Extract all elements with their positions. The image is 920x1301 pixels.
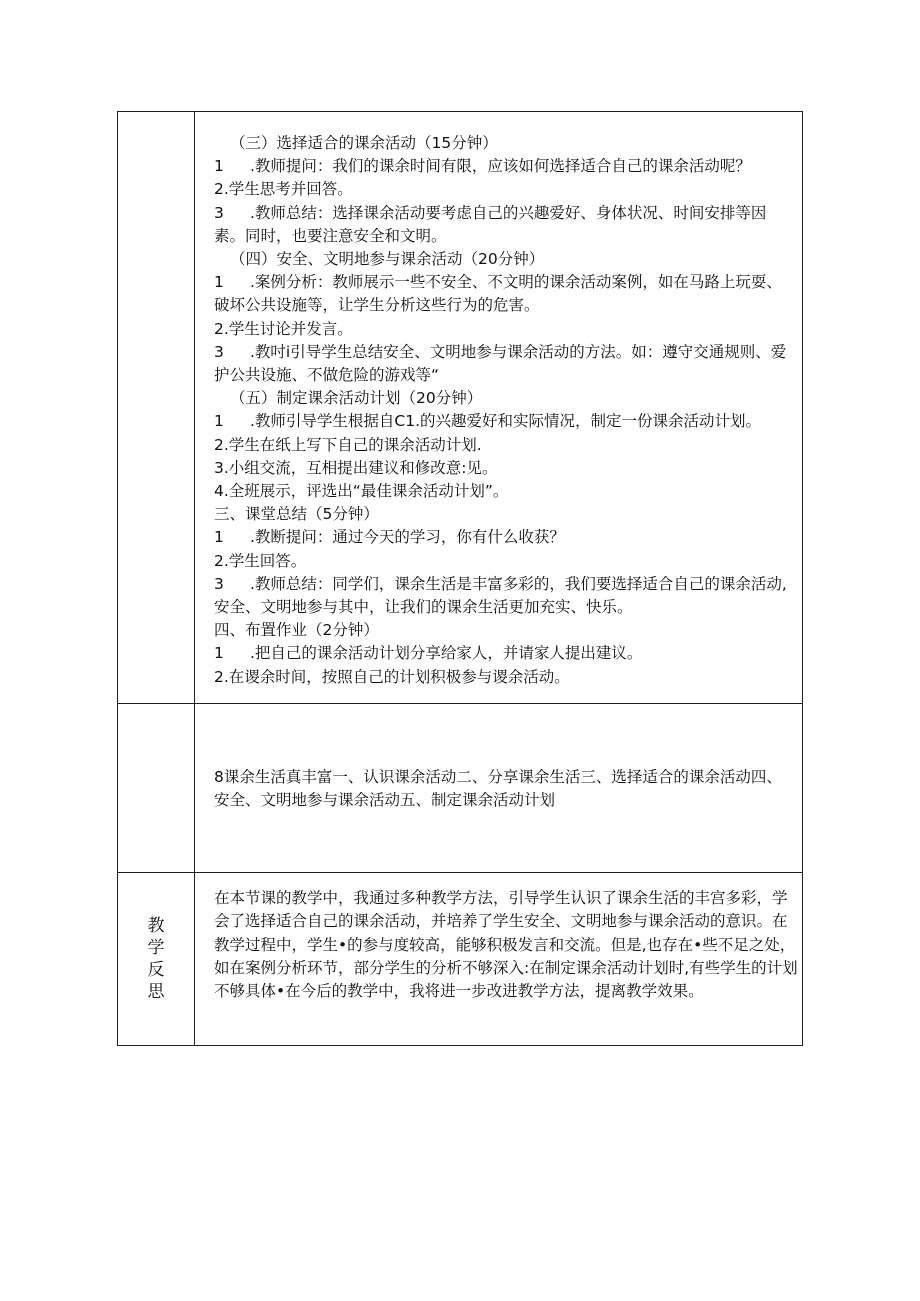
line-number: 3 [214, 203, 224, 222]
blackboard-row [118, 703, 803, 872]
procedure-line [214, 666, 796, 689]
line-number: 1 [214, 157, 224, 176]
procedure-line [214, 573, 796, 619]
procedure-line [214, 480, 796, 503]
procedure-line [214, 155, 796, 178]
line-number: 1 [214, 273, 224, 292]
reflection-content-cell [195, 873, 803, 1046]
line-text: .把自己的课余活动计划分享给家人，并请家人提出建议。 [250, 644, 643, 663]
line-number: 1 [214, 644, 224, 663]
line-text: （三）选择适合的课余活动（15分钟） [230, 134, 498, 152]
procedure-body [195, 112, 802, 703]
reflection-label: 教学反思 [147, 916, 165, 1003]
line-text: 2.学生思考并回答。 [214, 180, 353, 199]
line-text: .教断提问：通过今天的学习，你有什么收获？ [250, 528, 565, 547]
reflection-text: 在本节课的教学中，我通过多种教学方法，引导学生认识了课余生活的丰宫多彩，学会了选择适合自己的课余活动，并培养了学生安全、文明地参与课余活动的意识。在教学过程中，学生•的参与度较高，能够积极发言和交流。但是,也存在•些不足之处，如在案例分析环节，部分学生的分析不够深入:在制定课余活动计划时,有些学生的计划不够具体•在今后的教学中，我将进一步改进教学方法，提离教学效果。 [214, 889, 798, 1001]
line-text: .教师引导学生根据自C1.的兴趣爱好和实际情况，制定一份课余活动计划。 [250, 412, 762, 431]
line-number: 1 [214, 412, 224, 431]
procedure-line [214, 503, 796, 526]
line-text: 三、课堂总结（5分钟） [214, 505, 379, 524]
lesson-plan-table [117, 111, 803, 1046]
procedure-row [118, 112, 803, 704]
procedure-content-cell [195, 112, 803, 704]
procedure-label-cell [118, 112, 195, 704]
procedure-line [214, 457, 796, 480]
procedure-line [214, 178, 796, 201]
procedure-line [214, 387, 796, 410]
line-text: .教师总结：同学们，课余生活是丰富多彩的，我们要选择适合自己的课余活动,安全、文明地参与其中，让我们的课余生活更加充实、快乐。 [214, 574, 787, 617]
line-text: .教吋i引导学生总结安全、文明地参与课余活动的方法。如：遵守交通规则、爱护公共设施、不做危险的游戏等“ [214, 342, 787, 385]
procedure-line [214, 642, 796, 665]
line-text: 2.学生讨论并发言。 [214, 319, 353, 338]
line-text: 四、布置作业（2分钟） [214, 621, 379, 640]
procedure-line [214, 202, 796, 248]
line-text: .案例分析：教师展示一些不安全、不文明的课余活动案例，如在马路上玩耍、破坏公共设施等，让学生分析这些行为的危害。 [214, 273, 782, 315]
line-text: .教师提问：我们的课余时间有限，应该如何选择适合自己的课余活动呢？ [250, 157, 751, 176]
procedure-line [214, 248, 796, 271]
line-text: （四）安全、文明地参与课余活动（20分钟） [230, 250, 545, 269]
line-text: 2.学生在纸上写下自己的课余活动计划. [214, 435, 482, 454]
blackboard-label-cell [118, 703, 195, 872]
procedure-line [214, 271, 796, 317]
line-text: 4.全班展示，评选出“最佳课余活动计划”。 [214, 482, 509, 501]
line-text: 3.小组交流，互相提出建议和修改意:见。 [214, 458, 498, 477]
procedure-line [214, 341, 796, 387]
blackboard-content-cell [195, 703, 803, 872]
procedure-line [214, 318, 796, 341]
procedure-line [214, 526, 796, 549]
procedure-line [214, 410, 796, 433]
line-number: 3 [214, 342, 224, 361]
line-text: 2.在谡余时间，按照自己的计划积极参与谡余活动。 [214, 667, 570, 686]
line-number: 1 [214, 528, 224, 547]
blackboard-design-text: 8课余生活真丰富一、认识课余活动二、分享课余生活三、选择适合的课余活动四、安全、文明地参与课余活动五、制定课余活动计划 [214, 767, 782, 810]
line-text: .教师总结：选择课余活动要考虑自己的兴趣爱好、身体状况、时间安排等因素。同时，也要注意安全和文明。 [214, 203, 767, 245]
procedure-line [214, 619, 796, 642]
line-number: 3 [214, 574, 224, 593]
line-text: （五）制定课余活动计划（20分钟） [230, 389, 483, 408]
procedure-line [214, 132, 796, 155]
procedure-line [214, 550, 796, 573]
reflection-row [118, 873, 803, 1046]
reflection-label-cell [118, 873, 195, 1046]
line-text: 2.学生回答。 [214, 551, 307, 570]
procedure-line [214, 434, 796, 457]
